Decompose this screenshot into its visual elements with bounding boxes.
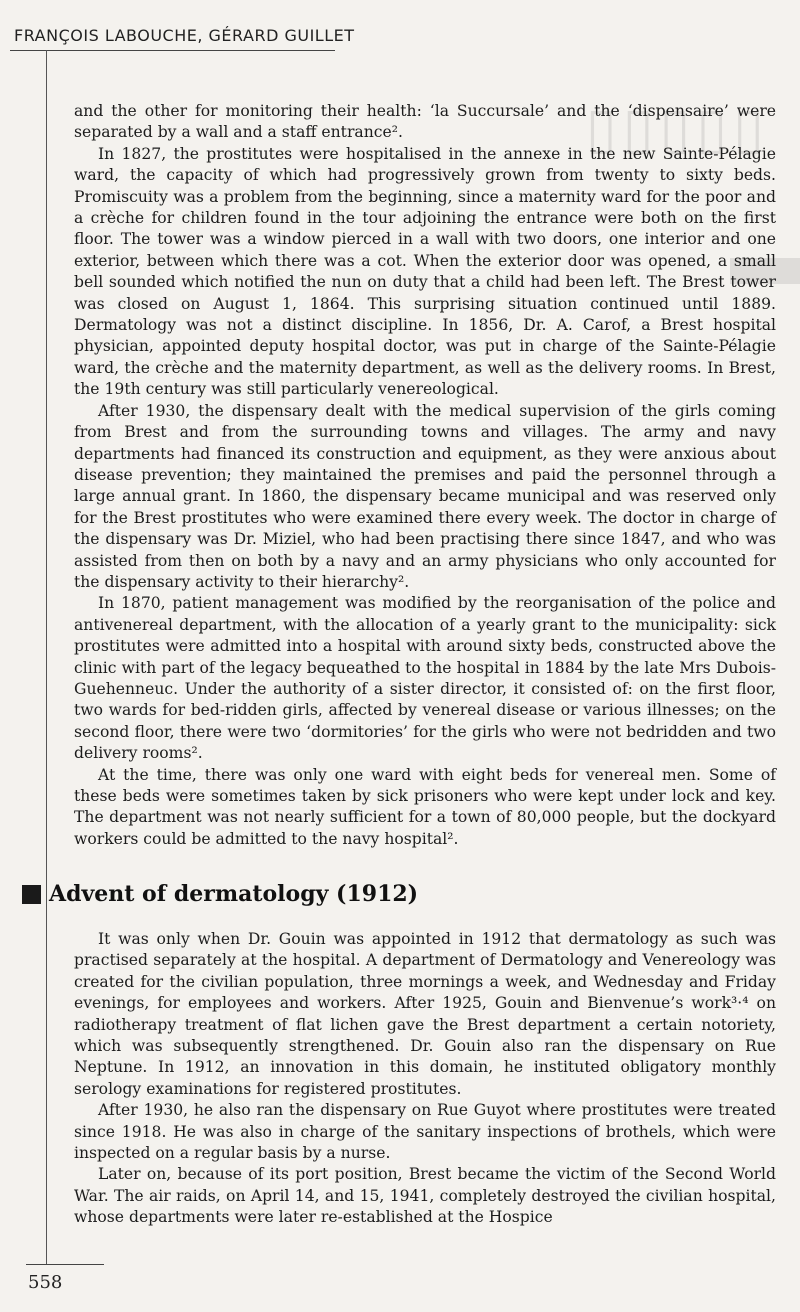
section-heading [22,881,418,907]
paragraph: At the time, there was only one ward with eight beds for venereal men. Some of these beds were sometimes taken by sick prisoners who were kept under lock and key. The department was not nearly sufficient for a town of 80,000 people, but the dockyard workers could be admitted to the navy hospital². [74,765,776,848]
paragraph: In 1870, patient management was modified by the reorganisation of the police and antivenereal department, with the allocation of a yearly grant to the municipality: sick prostitutes were admitted into a hospital with around sixty beds, constructed above the clinic with part of the legacy bequeathed to the hospital in 1884 by the late Mrs Dubois-Guehenneuc. Under the authority of a sister director, it consisted of: on the first floor, two wards for bed-ridden girls, affected by venereal disease or various illnesses; on the second floor, there were two ‘dormitories’ for the girls who were not bedridden and two delivery rooms². [74,594,776,763]
header-rule [10,50,335,51]
show-through-shape: ▯▯▯▯▯ [585,95,770,161]
footer-rule [26,1264,104,1265]
paragraph: After 1930, he also ran the dispensary on Rue Guyot where prostitutes were treated since 1918. He was also in charge of the sanitary inspections of brothels, which were inspected on a regular basis by a nurse. [74,1101,776,1163]
body-text-before-heading [74,101,776,850]
paragraph: After 1930, the dispensary dealt with the medical supervision of the girls coming from Brest and from the surrounding towns and villages. The army and navy departments had financed its construction and equipment, as they were anxious about disease prevention; they maintained the premises and paid the personnel through a large annual grant. In 1860, the dispensary became municipal and was reserved only for the Brest prostitutes who were examined there every week. The doctor in charge of the dispensary was Dr. Miziel, who had been practising there since 1847, and who was assisted from then on both by a navy and an army physicians who only accounted for the dispensary activity to their hierarchy². [74,401,776,591]
paragraph: Later on, because of its port position, Brest became the victim of the Second World War. The air raids, on April 14, and 15, 1941, completely destroyed the civilian hospital, whose departments were later re-established at the Hospice [74,1165,776,1227]
margin-rule [46,50,47,1265]
section-heading-text: Advent of dermatology (1912) [49,881,419,907]
paragraph: In 1827, the prostitutes were hospitalised in the annexe in the new Sainte-Pélagie ward, the capacity of which had progressively grown from twenty to sixty beds. Promiscuity was a problem from the beginning, since a maternity ward for the poor and a crèche for children found in the tour adjoining the entrance were both on the first floor. The tower was a window pierced in a wall with two doors, one interior and one exterior, between which there was a cot. When the exterior door was opened, a small bell sounded which notified the nun on duty that a child had been left. The Brest tower was closed on August 1, 1864. This surprising situation continued until 1889. Dermatology was not a distinct discipline. In 1856, Dr. A. Carof, a Brest hospital physician, appointed deputy hospital doctor, was put in charge of the Sainte-Pélagie ward, the crèche and the maternity department, as well as the delivery rooms. In Brest, the 19th century was still particularly venereological. [74,144,776,399]
body-text-after-heading [74,929,776,1229]
running-head: FRANÇOIS LABOUCHE, GÉRARD GUILLET [14,26,355,45]
square-bullet-icon [22,885,41,904]
paragraph: and the other for monitoring their health: ‘la Succursale’ and the ‘dispensaire’ were separated by a wall and a staff entrance². [74,102,776,142]
paragraph: It was only when Dr. Gouin was appointed in 1912 that dermatology as such was practised separately at the hospital. A department of Dermatology and Venereology was created for the civilian population, three mornings a week, and Wednesday and Friday evenings, for employees and workers. After 1925, Gouin and Bienvenue’s work³·⁴ on radiotherapy treatment of flat lichen gave the Brest department a certain notoriety, which was subsequently strengthened. Dr. Gouin also ran the dispensary on Rue Neptune. In 1912, an innovation in this domain, he instituted obligatory monthly serology examinations for registered prostitutes. [74,930,776,1098]
page-number: 558 [28,1272,63,1293]
